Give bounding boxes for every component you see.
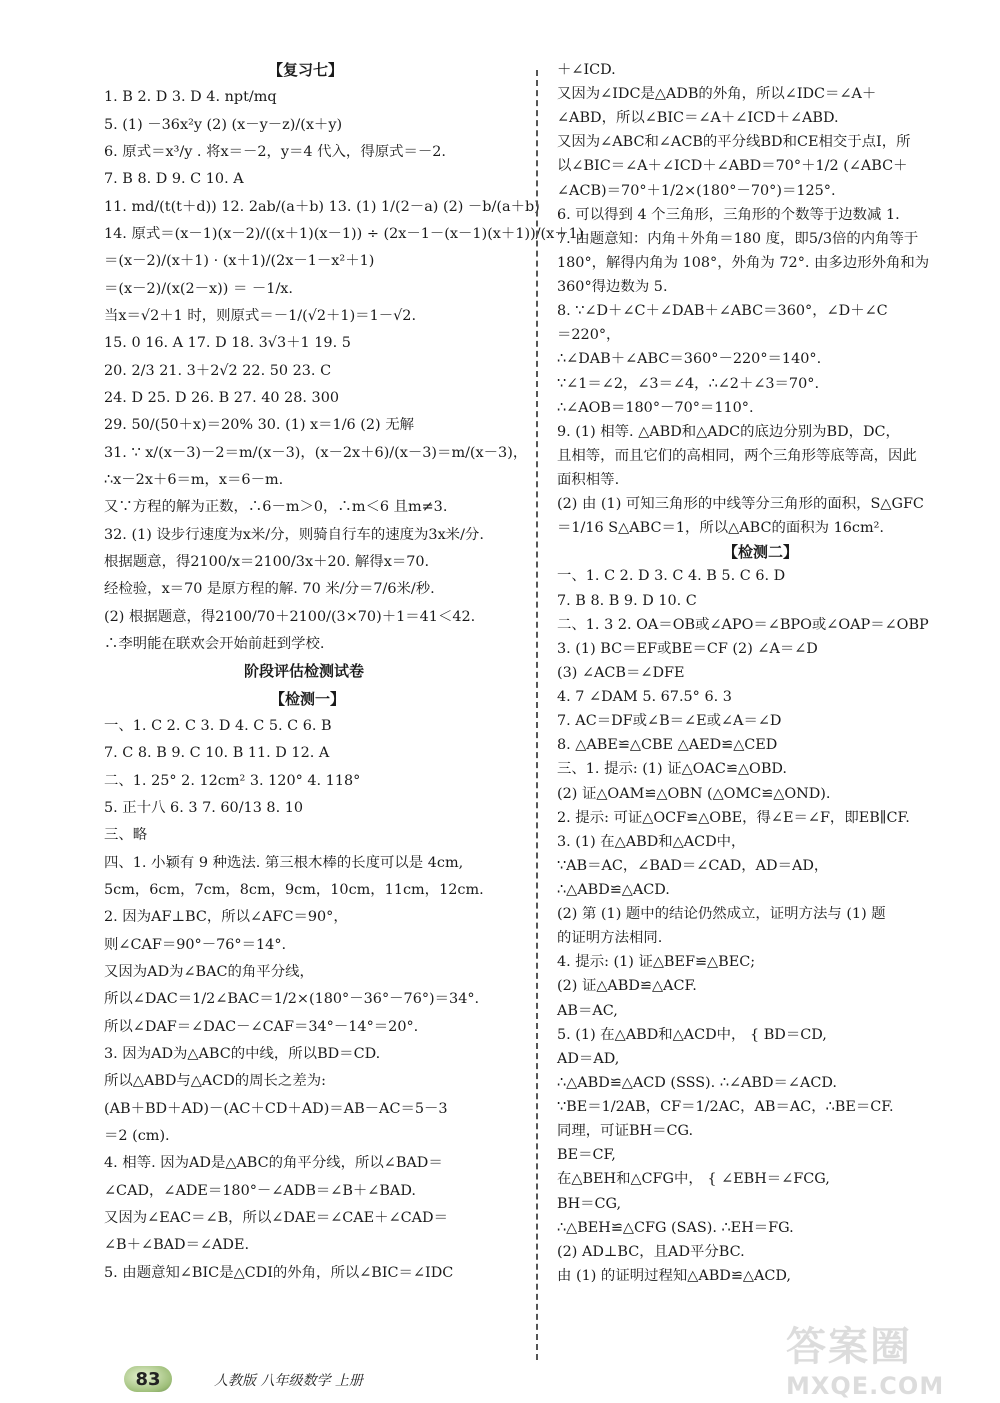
answer-line: 又因为∠IDC是△ADB的外角，所以∠IDC＝∠A＋ [557, 86, 877, 103]
answer-line: ∠B＋∠BAD＝∠ADE. [104, 1237, 250, 1254]
answer-line: 20. 2/3 21. 3＋2√2 22. 50 23. C [104, 362, 332, 379]
answer-line: 又因为∠EAC＝∠B，所以∠DAE＝∠CAE＋∠CAD＝ [104, 1210, 448, 1226]
answer-line: 9. (1) 相等. △ABD和△ADC的底边分别为BD，DC， [557, 423, 900, 440]
answer-line: (2) 证△OAM≌△OBN (△OMC≌△OND). [557, 785, 831, 802]
column-divider [536, 70, 538, 1360]
answer-line: BE＝CF, [557, 1147, 616, 1164]
answer-line: 31. ∵ x/(x－3)－2＝m/(x－3)，(x－2x＋6)/(x－3)＝m/(x－3)， [104, 444, 528, 461]
section-heading: 阶段评估检测试卷 [244, 662, 365, 681]
answer-line: 所以∠DAC＝1/2∠BAC＝1/2×(180°－36°－76°)＝34°. [104, 991, 480, 1008]
answer-line: 2. 提示: 可证△OCF≌△OBE，得∠E＝∠F，即EB∥CF. [557, 809, 910, 826]
answer-line: ∴∠DAB＋∠ABC＝360°－220°＝140°. [557, 351, 822, 368]
section-heading: 【检测二】 [723, 543, 799, 562]
answer-line: 29. 50/(50＋x)＝20% 30. (1) x＝1/6 (2) 无解 [104, 417, 415, 434]
answer-line: 二、1. 3 2. OA＝OB或∠APO＝∠BPO或∠OAP＝∠OBP [557, 616, 929, 633]
section-heading: 【检测一】 [270, 689, 346, 708]
answer-line: 一、1. C 2. C 3. D 4. C 5. C 6. B [104, 718, 332, 734]
answer-line: 15. 0 16. A 17. D 18. 3√3＋1 19. 5 [104, 335, 351, 352]
answer-line: 360°得边数为 5. [557, 279, 668, 296]
answer-line: 1. B 2. D 3. D 4. npt/mq [104, 89, 277, 106]
answer-line: 同理，可证BH＝CG. [557, 1123, 694, 1140]
answer-line: ＝(x－2)/(x＋1) · (x＋1)/(2x－1－x²＋1) [104, 253, 375, 270]
answer-line: ∴△ABD≌△ACD (SSS). ∴∠ABD＝∠ACD. [557, 1074, 837, 1091]
answer-line: 又因为AD为∠BAC的角平分线， [104, 964, 314, 980]
answer-line: (2) AD⊥BC，且AD平分BC. [557, 1243, 745, 1260]
answer-line: 根据题意，得2100/x＝2100/3x＋20. 解得x＝70. [104, 554, 430, 570]
answer-line: ∠ABD，所以∠BIC＝∠A＋∠ICD＋∠ABD. [557, 110, 839, 127]
answer-line: AB＝AC, [557, 1002, 618, 1019]
answer-line: 8. △ABE≌△CBE △AED≌△CED [557, 737, 778, 754]
answer-line: 7. 由题意知：内角＋外角＝180 度，即5/3倍的内角等于 [557, 230, 919, 247]
answer-line: ∴∠AOB＝180°－70°＝110°. [557, 399, 754, 416]
answer-line: 所以△ABD与△ACD的周长之差为: [104, 1073, 326, 1090]
answer-line: BH＝CG, [557, 1195, 622, 1212]
answer-line: 又∵方程的解为正数，∴6－m＞0，∴m＜6 且m≠3. [104, 499, 448, 516]
answer-line: 5. 由题意知∠BIC是△CDI的外角，所以∠BIC＝∠IDC [104, 1264, 454, 1281]
answer-line: ＝1/16 S△ABC＝1，所以△ABC的面积为 16cm². [557, 520, 884, 537]
answer-line: 180°，解得内角为 108°，外角为 72°. 由多边形外角和为 [557, 254, 930, 271]
footer-book-title: 人教版 八年级数学 上册 [214, 1373, 363, 1389]
answer-line: 6. 可以得到 4 个三角形，三角形的个数等于边数减 1. [557, 206, 900, 223]
answer-line: 则∠CAF＝90°－76°＝14°. [104, 936, 287, 953]
page-number-badge: 83 [124, 1366, 172, 1392]
answer-line: 3. (1) BC＝EF或BE＝CF (2) ∠A＝∠D [557, 640, 818, 657]
answer-line: 当x＝√2＋1 时，则原式＝－1/(√2＋1)＝1－√2. [104, 308, 417, 324]
answer-line: (3) ∠ACB＝∠DFE [557, 664, 685, 681]
answer-line: 7. B 8. D 9. C 10. A [104, 171, 244, 188]
answer-line: 的证明方法相同. [557, 930, 663, 947]
answer-line: 5cm，6cm，7cm，8cm，9cm，10cm，11cm，12cm. [104, 882, 484, 898]
answer-line: 5. (1) 在△ABD和△ACD中， { BD＝CD, [557, 1026, 827, 1043]
answer-line: 面积相等. [557, 472, 620, 488]
answer-line: 3. 因为AD为△ABC的中线，所以BD＝CD. [104, 1046, 381, 1062]
answer-line: ∴李明能在联欢会开始前赶到学校. [104, 636, 325, 652]
watermark-title: 答案圈 [786, 1324, 912, 1370]
answer-line: ∠CAD，∠ADE＝180°－∠ADB＝∠B＋∠BAD. [104, 1182, 416, 1199]
answer-line: 三、1. 提示: (1) 证△OAC≌△OBD. [557, 761, 788, 778]
answer-line: ∵BE＝1/2AB，CF＝1/2AC，AB＝AC，∴BE＝CF. [557, 1099, 894, 1116]
answer-line: 11. md/(t(t＋d)) 12. 2ab/(a＋b) 13. (1) 1/(2－a) (2) －b/(a＋b) [104, 198, 540, 215]
answer-line: 以∠BIC＝∠A＋∠ICD＋∠ABD＝70°＋1/2 (∠ABC＋ [557, 158, 908, 175]
answer-line: 5. (1) －36x²y (2) (x－y－z)/(x＋y) [104, 116, 343, 133]
answer-line: 三、略 [104, 827, 148, 844]
section-heading: 【复习七】 [268, 61, 344, 79]
answer-line: AD＝AD, [557, 1050, 620, 1067]
answer-line: ∠ACB)＝70°＋1/2×(180°－70°)＝125°. [557, 182, 836, 199]
answer-line: 24. D 25. D 26. B 27. 40 28. 300 [104, 390, 340, 406]
watermark-logo [786, 1315, 986, 1400]
answer-line: ＋∠ICD. [557, 62, 616, 78]
watermark-url: MXQE.COM [786, 1372, 945, 1400]
answer-line: ∵AB＝AC，∠BAD＝∠CAD，AD＝AD， [557, 857, 829, 874]
answer-line: (2) 第 (1) 题中的结论仍然成立，证明方法与 (1) 题 [557, 906, 886, 923]
answer-line: (AB＋BD＋AD)－(AC＋CD＋AD)＝AB－AC＝5－3 [104, 1100, 448, 1117]
answer-line: 7. AC＝DF或∠B＝∠E或∠A＝∠D [557, 713, 782, 730]
page-footer [124, 1362, 504, 1396]
answer-line: 在△BEH和△CFG中， { ∠EBH＝∠FCG, [557, 1171, 830, 1188]
answer-line: 四、1. 小颖有 9 种选法. 第三根木棒的长度可以是 4cm, [104, 854, 464, 871]
answer-line: 4. 相等. 因为AD是△ABC的角平分线，所以∠BAD＝ [104, 1155, 443, 1172]
answer-line: 7. B 8. B 9. D 10. C [557, 592, 697, 609]
answer-line: 由 (1) 的证明过程知△ABD≌△ACD, [557, 1267, 791, 1284]
answer-line: ＝(x－2)/(x(2－x)) ＝ －1/x. [104, 280, 293, 297]
answer-line: 14. 原式＝(x－1)(x－2)/((x＋1)(x－1)) ÷ (2x－1－(x－1)(x＋1))/(x＋1) [104, 226, 584, 242]
answer-line: ∴△ABD≌△ACD. [557, 882, 670, 898]
answer-line: 3. (1) 在△ABD和△ACD中， [557, 833, 746, 850]
answer-line: 2. 因为AF⊥BC，所以∠AFC＝90°， [104, 909, 348, 926]
answer-line: 二、1. 25° 2. 12cm² 3. 120° 4. 118° [104, 772, 361, 789]
answer-line: (2) 证△ABD≌△ACF. [557, 978, 697, 995]
answer-line: 且相等，而且它们的高相同，两个三角形等底等高，因此 [557, 447, 917, 464]
answer-line: 4. 提示: (1) 证△BEF≌△BEC; [557, 954, 756, 971]
answer-line: 一、1. C 2. D 3. C 4. B 5. C 6. D [557, 568, 786, 585]
answer-line: 8. ∵∠D＋∠C＋∠DAB＋∠ABC＝360°，∠D＋∠C [557, 303, 888, 320]
answer-line: 4. 7 ∠DAM 5. 67.5° 6. 3 [557, 689, 732, 706]
answer-line: (2) 由 (1) 可知三角形的中线等分三角形的面积，S△GFC [557, 496, 924, 513]
answer-line: ＝220°， [557, 327, 621, 344]
answer-line: 又因为∠ABC和∠ACB的平分线BD和CE相交于点I，所 [557, 134, 911, 151]
answer-line: 7. C 8. B 9. C 10. B 11. D 12. A [104, 745, 330, 762]
answer-line: ＝2 (cm). [104, 1128, 170, 1144]
answer-line: ∴x－2x＋6＝m，x＝6－m. [104, 472, 284, 488]
answer-line: 5. 正十八 6. 3 7. 60/13 8. 10 [104, 800, 304, 816]
answer-line: 6. 原式＝x³/y . 将x＝－2，y＝4 代入，得原式＝－2. [104, 144, 447, 160]
answer-line: (2) 根据题意，得2100/70＋2100/(3×70)＋1＝41＜42. [104, 608, 476, 625]
answer-line: 所以∠DAF＝∠DAC－∠CAF＝34°－14°＝20°. [104, 1018, 419, 1035]
answer-line: ∴△BEH≌△CFG (SAS). ∴EH＝FG. [557, 1219, 794, 1236]
answer-line: 经检验，x＝70 是原方程的解. 70 米/分＝7/6米/秒. [104, 581, 435, 598]
answer-line: ∵∠1＝∠2，∠3＝∠4，∴∠2＋∠3＝70°. [557, 375, 820, 392]
answer-line: 32. (1) 设步行速度为x米/分，则骑自行车的速度为3x米/分. [104, 526, 484, 543]
